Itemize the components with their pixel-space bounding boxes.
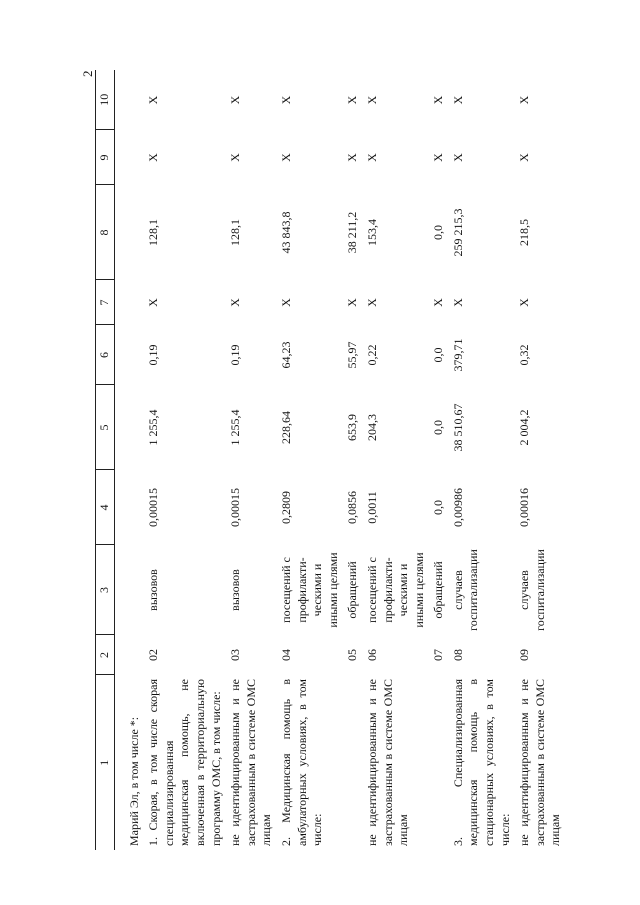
cell-col9: Х: [364, 153, 379, 162]
header-cell: 3: [96, 545, 115, 635]
row-unit: посещений с профилакти-ческими и иными целями: [364, 552, 426, 628]
cell-col6: 379,71: [450, 338, 465, 372]
row-code: 07: [431, 649, 446, 661]
table-row: [226, 70, 277, 850]
cell-col10: Х: [431, 95, 446, 105]
row-name: [343, 675, 363, 850]
financing-table: [95, 70, 566, 850]
table-row: [343, 70, 363, 850]
cell-col5: 653,9: [345, 414, 360, 441]
row-code: 03: [228, 649, 243, 661]
cell-col7: Х: [278, 298, 293, 307]
cell-col7: Х: [450, 298, 465, 307]
header-row: [96, 70, 115, 850]
cell-col6: 0,19: [146, 344, 161, 366]
cell-col4: 0,0856: [345, 491, 360, 524]
row-code: 04: [278, 649, 293, 661]
cell-col9: Х: [278, 153, 293, 162]
cell-col10: Х: [450, 95, 465, 105]
header-cell: 2: [96, 635, 115, 675]
row-code: 06: [364, 649, 379, 661]
cell-col7: Х: [228, 298, 243, 307]
cell-col8: 38 211,2: [345, 211, 360, 254]
cell-col5: 228,64: [278, 411, 293, 444]
table-row: [515, 70, 566, 850]
table-row: [144, 70, 226, 850]
table-row: [277, 70, 343, 850]
row-code: 09: [517, 649, 532, 661]
row-name: 1. Скорая, в том числе скорая специализированная медицинская помощь, не включенная в территориальную программу ОМС, в том числе:: [146, 679, 223, 846]
cell-col7: Х: [364, 298, 379, 307]
header-cell: 6: [96, 325, 115, 385]
row-code: 05: [345, 649, 360, 661]
cell-col5: 204,3: [364, 414, 379, 441]
header-cell: 8: [96, 185, 115, 280]
table-row: [363, 70, 429, 850]
row-code: 02: [146, 649, 161, 661]
cell-col7: Х: [345, 298, 360, 307]
cell-col10: Х: [517, 95, 532, 105]
cell-col5: 1 255,4: [146, 409, 161, 446]
header-cell: 5: [96, 385, 115, 470]
row-name: 3. Специализированная медицинская помощь в стационарных условиях, в том числе:: [450, 679, 512, 846]
cell-col9: Х: [228, 153, 243, 162]
header-cell: 1: [96, 675, 115, 850]
page-number: 2: [80, 70, 95, 77]
cell-col9: Х: [431, 153, 446, 162]
region-title: Марий Эл, в том числе *:: [126, 716, 141, 846]
cell-col6: 0,32: [517, 344, 532, 366]
row-name: 2. Медицинская помощь в амбулаторных условиях, в том числе:: [278, 679, 325, 846]
cell-col6: 0,22: [364, 344, 379, 366]
table-row: [125, 70, 145, 850]
cell-col4: 0,0: [431, 500, 446, 515]
row-unit: вызовов: [146, 569, 161, 611]
cell-col5: 38 510,67: [450, 403, 465, 452]
row-unit: посещений с профилакти-ческими и иными целями: [278, 552, 340, 628]
header-cell: 4: [96, 470, 115, 545]
header-cell: 9: [96, 130, 115, 185]
cell-col7: Х: [431, 298, 446, 307]
cell-col8: 259 215,3: [450, 208, 465, 257]
row-code: 08: [450, 649, 465, 661]
cell-col10: Х: [228, 95, 243, 105]
cell-col8: 153,4: [364, 219, 379, 246]
cell-col4: 0,0011: [364, 491, 379, 524]
row-name: не идентифицированным и не застрахованным в системе ОМС лицам: [517, 679, 563, 846]
cell-col10: Х: [345, 95, 360, 105]
cell-col8: 128,1: [228, 219, 243, 246]
cell-col9: Х: [146, 153, 161, 162]
cell-col9: Х: [517, 153, 532, 162]
row-unit: случаев госпитализации: [450, 549, 481, 631]
cell-col9: Х: [345, 153, 360, 162]
cell-col6: 0,0: [431, 347, 446, 363]
cell-col9: Х: [450, 153, 465, 162]
cell-col4: 0,2809: [278, 491, 293, 524]
row-name: [429, 675, 449, 850]
cell-col4: 0,00015: [228, 488, 243, 527]
cell-col8: 0,0: [431, 225, 446, 240]
header-cell: 7: [96, 280, 115, 325]
cell-col6: 0,19: [228, 344, 243, 366]
cell-col5: 1 255,4: [228, 409, 243, 446]
cell-col10: Х: [278, 95, 293, 105]
cell-col7: Х: [517, 298, 532, 307]
cell-col8: 218,5: [517, 219, 532, 246]
cell-col6: 64,23: [278, 341, 293, 369]
cell-col5: 0,0: [431, 420, 446, 435]
cell-col5: 2 004,2: [517, 409, 532, 446]
table-row: [429, 70, 449, 850]
rotated-table-wrapper: [95, 70, 565, 850]
header-cell: 10: [96, 70, 115, 130]
row-unit: случаев госпитализации: [517, 549, 547, 631]
cell-col10: Х: [364, 95, 379, 105]
cell-col6: 55,97: [345, 341, 360, 369]
row-unit: вызовов: [228, 569, 243, 611]
row-name: не идентифицированным и не застрахованным в системе ОМС лицам: [364, 679, 411, 846]
cell-col4: 0,00016: [517, 488, 532, 527]
cell-col7: Х: [146, 298, 161, 307]
table-row: [449, 70, 515, 850]
cell-col8: 43 843,8: [278, 211, 293, 254]
cell-col10: Х: [146, 95, 161, 105]
cell-col8: 128,1: [146, 219, 161, 246]
row-name: не идентифицированным и не застрахованным в системе ОМС лицам: [228, 679, 274, 846]
cell-col4: 0,00015: [146, 488, 161, 527]
cell-col4: 0,00986: [450, 488, 465, 527]
row-unit: обращений: [431, 561, 446, 619]
row-unit: обращений: [345, 561, 360, 619]
